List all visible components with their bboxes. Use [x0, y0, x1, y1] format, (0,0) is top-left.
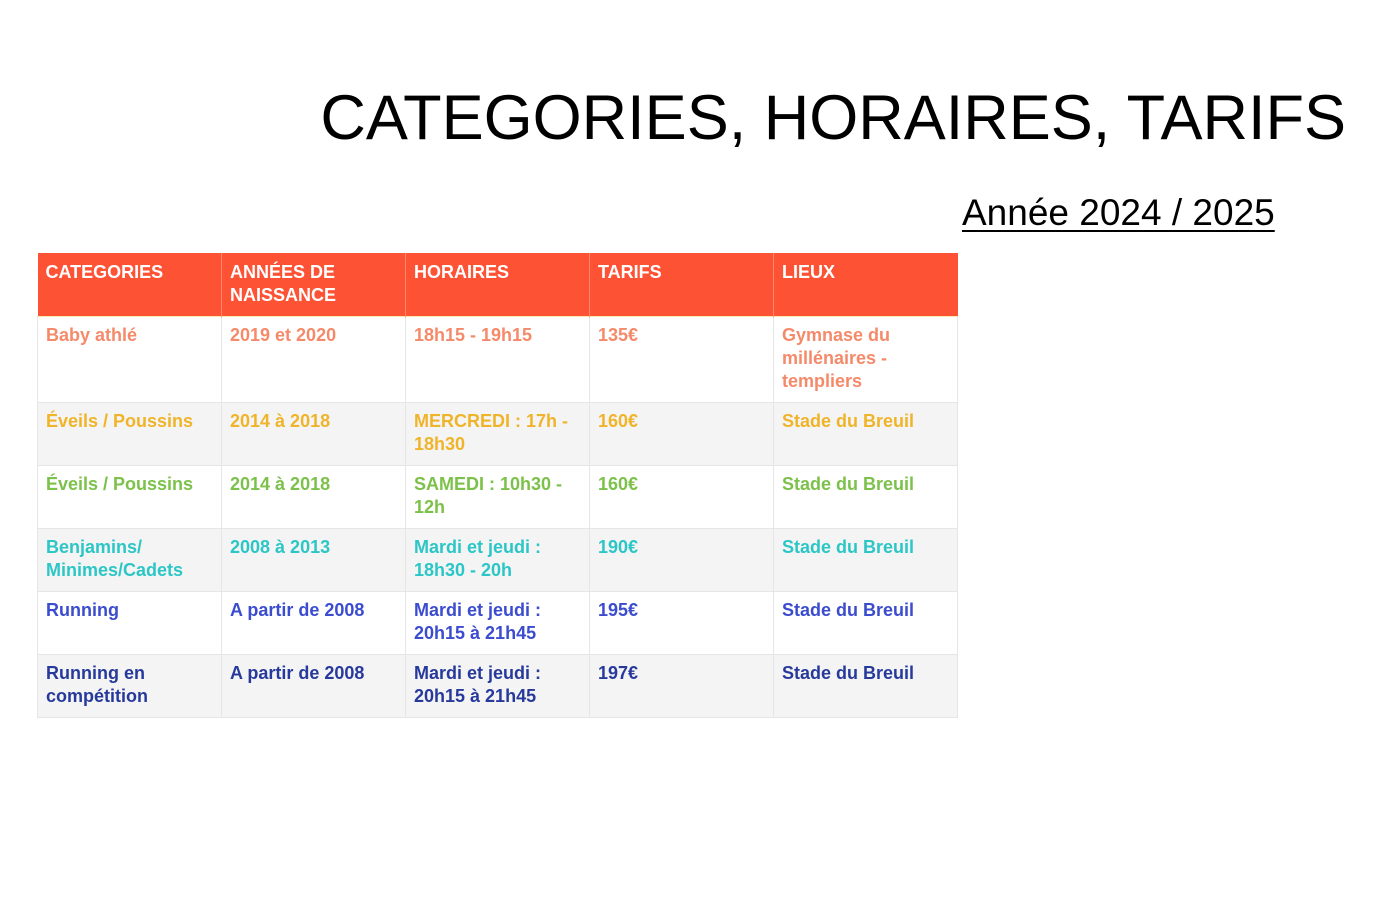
category-cell: Running: [38, 592, 222, 655]
table-header-row: [38, 253, 958, 317]
price-cell: 160€: [590, 403, 774, 466]
schedule-table: [37, 253, 958, 718]
category-cell: Baby athlé: [38, 317, 222, 403]
birth-years-cell: A partir de 2008: [222, 655, 406, 718]
table-row: [38, 466, 958, 529]
table-row: [38, 403, 958, 466]
price-cell: 135€: [590, 317, 774, 403]
location-cell: Stade du Breuil: [774, 403, 958, 466]
price-cell: 195€: [590, 592, 774, 655]
location-cell: Stade du Breuil: [774, 466, 958, 529]
schedule-cell: Mardi et jeudi : 20h15 à 21h45: [406, 655, 590, 718]
schedule-cell: MERCREDI : 17h - 18h30: [406, 403, 590, 466]
page-title: CATEGORIES, HORAIRES, TARIFS: [320, 83, 1346, 153]
category-cell: Éveils / Poussins: [38, 403, 222, 466]
table-row: [38, 592, 958, 655]
table-row: [38, 317, 958, 403]
price-cell: 197€: [590, 655, 774, 718]
header-prices: TARIFS: [590, 253, 774, 317]
location-cell: Gymnase du millénaires - templiers: [774, 317, 958, 403]
location-cell: Stade du Breuil: [774, 592, 958, 655]
birth-years-cell: 2019 et 2020: [222, 317, 406, 403]
category-cell: Éveils / Poussins: [38, 466, 222, 529]
table-row: [38, 529, 958, 592]
location-cell: Stade du Breuil: [774, 655, 958, 718]
header-birth-years: ANNÉES DE NAISSANCE: [222, 253, 406, 317]
header-schedule: HORAIRES: [406, 253, 590, 317]
schedule-cell: SAMEDI : 10h30 - 12h: [406, 466, 590, 529]
schedule-cell: Mardi et jeudi : 20h15 à 21h45: [406, 592, 590, 655]
header-locations: LIEUX: [774, 253, 958, 317]
birth-years-cell: 2014 à 2018: [222, 466, 406, 529]
birth-years-cell: 2008 à 2013: [222, 529, 406, 592]
schedule-cell: Mardi et jeudi : 18h30 - 20h: [406, 529, 590, 592]
header-categories: CATEGORIES: [38, 253, 222, 317]
location-cell: Stade du Breuil: [774, 529, 958, 592]
price-cell: 190€: [590, 529, 774, 592]
birth-years-cell: A partir de 2008: [222, 592, 406, 655]
price-cell: 160€: [590, 466, 774, 529]
season-subtitle: Année 2024 / 2025: [962, 192, 1275, 233]
table-row: [38, 655, 958, 718]
category-cell: Benjamins/ Minimes/Cadets: [38, 529, 222, 592]
schedule-cell: 18h15 - 19h15: [406, 317, 590, 403]
birth-years-cell: 2014 à 2018: [222, 403, 406, 466]
category-cell: Running en compétition: [38, 655, 222, 718]
